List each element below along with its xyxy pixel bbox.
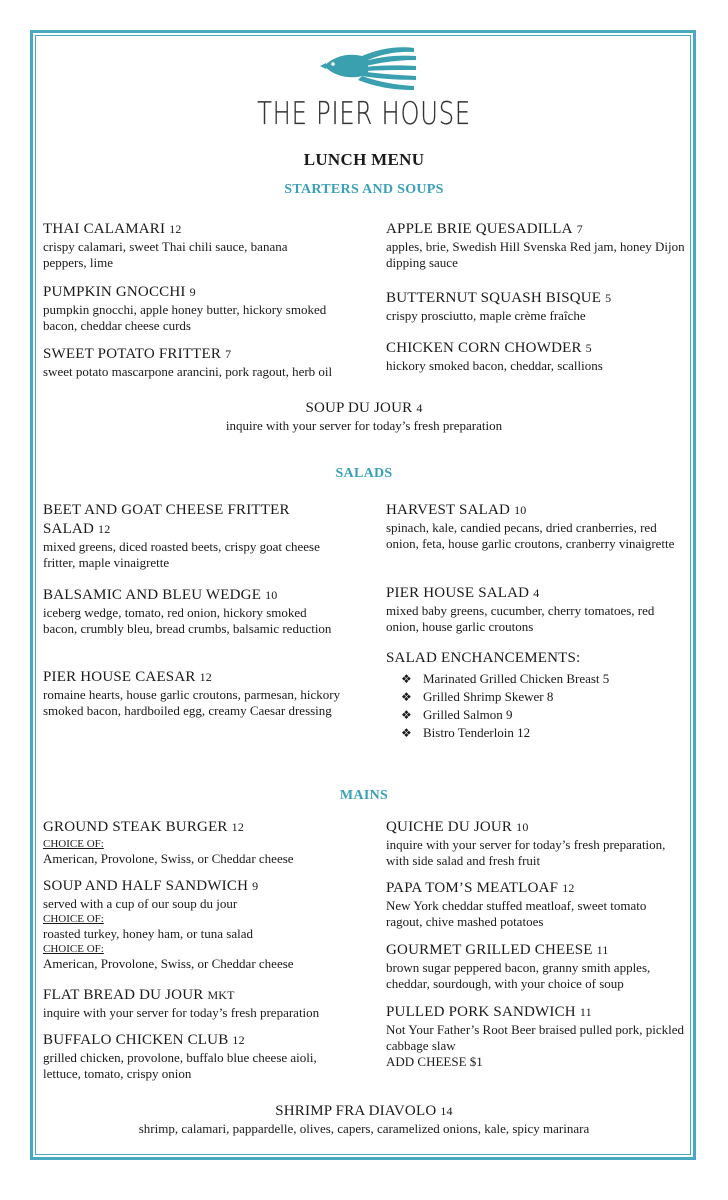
menu-item bbox=[386, 220, 686, 271]
item-description: crispy prosciutto, maple crème fraîche bbox=[386, 308, 586, 323]
diamond-bullet-icon: ❖ bbox=[401, 708, 412, 722]
item-extra: ADD CHEESE $1 bbox=[386, 1054, 483, 1069]
enhancements-title: SALAD ENCHANCEMENTS: bbox=[386, 650, 581, 666]
item-name: BEET AND GOAT CHEESE FRITTER SALAD bbox=[43, 502, 290, 537]
item-price: 4 bbox=[533, 586, 540, 600]
menu-item bbox=[386, 879, 686, 930]
section-title-salads: SALADS bbox=[335, 466, 393, 481]
menu-item bbox=[386, 584, 686, 635]
choice-label: CHOICE OF: bbox=[43, 913, 104, 925]
item-description: grilled chicken, provolone, buffalo blue cheese aioli, lettuce, tomato, crispy onion bbox=[43, 1050, 317, 1081]
diamond-bullet-icon: ❖ bbox=[401, 726, 412, 740]
item-description: shrimp, calamari, pappardelle, olives, capers, caramelized onions, kale, spicy marinara bbox=[138, 1121, 590, 1136]
choice-label: CHOICE OF: bbox=[43, 838, 104, 850]
choice-label: CHOICE OF: bbox=[43, 943, 104, 955]
menu-item bbox=[43, 586, 338, 637]
item-name: BUFFALO CHICKEN CLUB bbox=[43, 1032, 229, 1048]
item-description: iceberg wedge, tomato, red onion, hickory smoked bacon, crumbly bleu, bread crumbs, balsamic reduction bbox=[43, 605, 332, 636]
menu-title: LUNCH MENU bbox=[303, 150, 425, 169]
item-description: spinach, kale, candied pecans, dried cranberries, red onion, feta, house garlic croutons, cranberry vinaigrette bbox=[386, 520, 675, 551]
fish-fork-icon bbox=[318, 44, 418, 97]
section-title-mains: MAINS bbox=[339, 788, 389, 803]
item-price: 12 bbox=[232, 1033, 245, 1047]
section-title-starters: STARTERS AND SOUPS bbox=[284, 182, 444, 197]
item-price: 10 bbox=[265, 588, 278, 602]
list-item: ❖ Grilled Salmon 9 bbox=[401, 707, 513, 722]
item-description: romaine hearts, house garlic croutons, parmesan, hickory smoked bacon, hardboiled egg, creamy Caesar dressing bbox=[43, 687, 341, 718]
item-price: 9 bbox=[252, 879, 259, 893]
item-description: crispy calamari, sweet Thai chili sauce, banana peppers, lime bbox=[43, 239, 288, 270]
item-description: roasted turkey, honey ham, or tuna salad bbox=[43, 926, 253, 941]
item-name: BALSAMIC AND BLEU WEDGE bbox=[43, 587, 262, 603]
item-description: apples, brie, Swedish Hill Svenska Red jam, honey Dijon dipping sauce bbox=[386, 239, 685, 270]
item-price: 5 bbox=[585, 341, 592, 355]
item-description: American, Provolone, Swiss, or Cheddar cheese bbox=[43, 956, 294, 971]
item-description: Not Your Father’s Root Beer braised pulled pork, pickled cabbage slaw bbox=[386, 1022, 684, 1053]
item-name: SOUP DU JOUR bbox=[305, 400, 413, 416]
item-name: SWEET POTATO FRITTER bbox=[43, 346, 222, 362]
item-name: GOURMET GRILLED CHEESE bbox=[386, 942, 593, 958]
item-description: American, Provolone, Swiss, or Cheddar cheese bbox=[43, 851, 294, 866]
item-description: New York cheddar stuffed meatloaf, sweet tomato ragout, chive mashed potatoes bbox=[386, 898, 647, 929]
salad-enhancements bbox=[386, 649, 686, 742]
item-description: pumpkin gnocchi, apple honey butter, hickory smoked bacon, cheddar cheese curds bbox=[43, 302, 327, 333]
item-price: 12 bbox=[231, 820, 245, 834]
item-name: SHRIMP FRA DIAVOLO bbox=[275, 1103, 437, 1119]
item-price: 12 bbox=[199, 670, 212, 684]
item-description: inquire with your server for today’s fresh preparation, with side salad and fresh fruit bbox=[386, 837, 666, 868]
item-name: CHICKEN CORN CHOWDER bbox=[386, 340, 582, 356]
item-name: QUICHE DU JOUR bbox=[386, 819, 513, 835]
item-price: 12 bbox=[562, 881, 575, 895]
menu-item bbox=[386, 339, 686, 374]
item-name: PIER HOUSE CAESAR bbox=[43, 669, 196, 685]
item-price: 14 bbox=[440, 1104, 453, 1118]
menu-item bbox=[386, 818, 691, 869]
item-name: APPLE BRIE QUESADILLA bbox=[386, 221, 573, 237]
menu-item-centered bbox=[0, 399, 728, 434]
diamond-bullet-icon: ❖ bbox=[401, 690, 412, 704]
menu-item bbox=[43, 501, 333, 571]
item-description: hickory smoked bacon, cheddar, scallions bbox=[386, 358, 603, 373]
item-name: FLAT BREAD DU JOUR bbox=[43, 987, 204, 1003]
item-name: HARVEST SALAD bbox=[386, 502, 511, 518]
item-price: 11 bbox=[579, 1005, 592, 1019]
menu-item bbox=[43, 877, 343, 972]
item-description: inquire with your server for today’s fresh preparation bbox=[43, 1005, 320, 1020]
menu-item bbox=[386, 289, 686, 324]
item-description: served with a cup of our soup du jour bbox=[43, 896, 238, 911]
menu-item bbox=[43, 986, 343, 1021]
brand-name: THE PIER HOUSE bbox=[257, 96, 471, 132]
item-price: 7 bbox=[225, 347, 232, 361]
item-name: PULLED PORK SANDWICH bbox=[386, 1004, 576, 1020]
item-name: THAI CALAMARI bbox=[43, 221, 166, 237]
item-name: BUTTERNUT SQUASH BISQUE bbox=[386, 290, 602, 306]
item-description: brown sugar peppered bacon, granny smith apples, cheddar, sourdough, with your choice of soup bbox=[386, 960, 651, 991]
diamond-bullet-icon: ❖ bbox=[401, 672, 412, 686]
item-name: PIER HOUSE SALAD bbox=[386, 585, 530, 601]
item-price: 12 bbox=[98, 522, 111, 536]
menu-item bbox=[386, 501, 686, 552]
item-price: 5 bbox=[605, 291, 612, 305]
menu-item bbox=[43, 668, 348, 719]
menu-item bbox=[386, 1003, 686, 1070]
list-item: ❖ Bistro Tenderloin 12 bbox=[401, 725, 531, 740]
item-description: mixed greens, diced roasted beets, crispy goat cheese fritter, maple vinaigrette bbox=[43, 539, 320, 570]
item-name: PUMPKIN GNOCCHI bbox=[43, 284, 186, 300]
menu-item bbox=[43, 818, 343, 867]
item-name: PAPA TOM’S MEATLOAF bbox=[386, 880, 559, 896]
item-price: MKT bbox=[207, 988, 235, 1002]
item-name: GROUND STEAK BURGER bbox=[43, 819, 228, 835]
enhancements-list bbox=[386, 670, 686, 742]
item-name: SOUP AND HALF SANDWICH bbox=[43, 878, 249, 894]
menu-item bbox=[386, 941, 686, 992]
item-description: mixed baby greens, cucumber, cherry tomatoes, red onion, house garlic croutons bbox=[386, 603, 655, 634]
menu-item bbox=[43, 220, 333, 271]
item-description: sweet potato mascarpone arancini, pork ragout, herb oil bbox=[43, 364, 333, 379]
menu-item bbox=[43, 283, 333, 334]
item-price: 10 bbox=[514, 503, 527, 517]
list-item: ❖ Grilled Shrimp Skewer 8 bbox=[401, 689, 554, 704]
item-price: 11 bbox=[596, 943, 609, 957]
item-price: 12 bbox=[169, 222, 182, 236]
menu-item bbox=[43, 1031, 343, 1082]
item-price: 10 bbox=[516, 820, 529, 834]
menu-item-centered bbox=[0, 1102, 728, 1137]
menu-item bbox=[43, 345, 343, 380]
item-description: inquire with your server for today’s fresh preparation bbox=[225, 418, 503, 433]
item-price: 9 bbox=[189, 285, 196, 299]
list-item: ❖ Marinated Grilled Chicken Breast 5 bbox=[401, 671, 610, 686]
item-price: 7 bbox=[576, 222, 583, 236]
item-price: 4 bbox=[416, 401, 423, 415]
